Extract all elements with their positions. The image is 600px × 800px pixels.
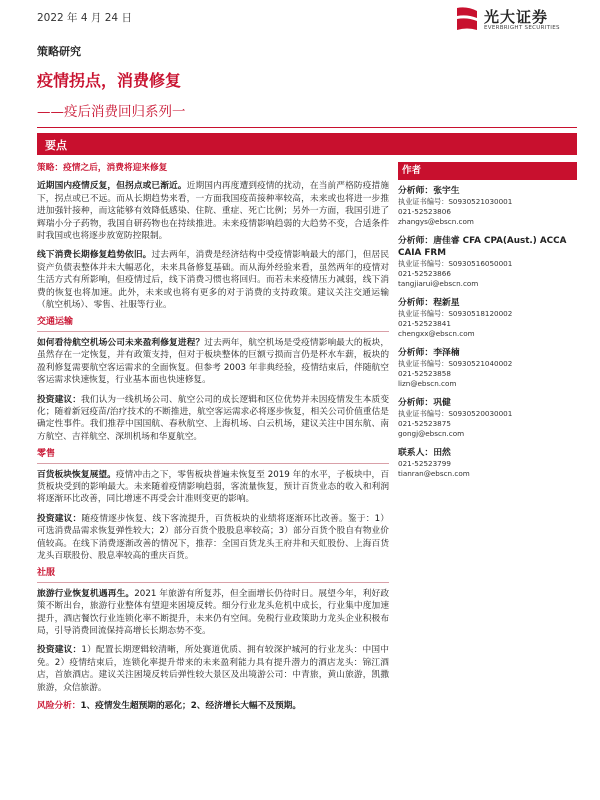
author-phone: 021-52523866 <box>398 269 451 278</box>
document-type: 策略研究 <box>37 45 81 58</box>
author-email[interactable]: chengxx@ebscn.com <box>398 329 475 338</box>
contact-entry <box>398 447 577 479</box>
section-heading-social-services: 社服 <box>37 567 389 582</box>
author-entry <box>398 397 577 439</box>
author-name: 程新星 <box>433 298 460 308</box>
author-email[interactable]: tangjiarui@ebscn.com <box>398 279 479 288</box>
author-name: 李泽楠 <box>433 348 460 358</box>
logo-chinese-name: 光大证券 <box>484 8 549 26</box>
main-content <box>37 162 389 712</box>
contact-role: 联系人： <box>398 448 434 458</box>
paragraph <box>37 513 389 563</box>
author-email[interactable]: zhangys@ebscn.com <box>398 217 474 226</box>
risk-text: 1、疫情发生超预期的恶化；2、经济增长大幅不及预期。 <box>80 701 302 712</box>
strategy-line: 策略：疫情之后，消费将迎来修复 <box>37 163 168 173</box>
author-phone: 021-52523841 <box>398 319 451 328</box>
author-role: 分析师： <box>398 236 434 246</box>
author-role: 分析师： <box>398 186 434 196</box>
author-cert: 执业证书编号：S0930521040002 <box>398 359 513 368</box>
paragraph <box>37 469 389 506</box>
logo-english-name: EVERBRIGHT SECURITIES <box>484 25 560 31</box>
author-sidebar <box>398 162 577 487</box>
paragraph <box>37 180 389 242</box>
summary-bar <box>37 133 577 155</box>
paragraph-text: 随疫情逐步恢复、线下客流提升，百货板块的业绩将逐渐环比改善。鉴于：1）可选消费品需求恢复弹性较大；2）部分百货个股股息率较高；3）部分百货个股自有物业价值较高。在线下消费逐渐改善的情况下，推荐：全国百货龙头王府井和天虹股份、上海百货龙头百联股份、股息率较高的重庆百货。 <box>37 513 389 561</box>
page-title: 疫情拐点，消费修复 <box>37 71 182 90</box>
paragraph-text: 2021 年旅游有所复苏，但全面增长仍待时日。展望今年，利好政策不断出台，旅游行业整体有望迎来困境反转。细分行业龙头危机中成长，行业集中度加速提升，酒店餐饮行业连锁化率不断提升，未来仍有空间。免税行业政策助力龙头企业积极布局，引导消费回流保持高增长长期态势不变。 <box>37 588 390 636</box>
paragraph-text: 我们认为一线机场公司、航空公司的成长逻辑和区位优势并未因疫情发生本质变化；随着新冠疫苗/治疗技术的不断推进，航空客运需求必将逐步恢复，相关公司价值重估是确定性事件。我们推荐中国国航、春秋航空、上海机场、白云机场，建议关注中国东航、南方航空、吉祥航空、深圳机场和华夏航空。 <box>37 394 390 442</box>
author-entry <box>398 235 577 289</box>
author-cert: 执业证书编号：S0930521030001 <box>398 197 513 206</box>
paragraph <box>37 249 389 311</box>
title-divider <box>37 127 577 128</box>
paragraph-lead: 旅游行业恢复机遇再生。 <box>37 588 135 599</box>
author-phone: 021-52523858 <box>398 369 451 378</box>
paragraph <box>37 337 389 387</box>
author-entry <box>398 297 577 339</box>
author-name: 张宇生 <box>433 186 460 196</box>
author-cert: 执业证书编号：S0930520030001 <box>398 409 513 418</box>
author-email[interactable]: lizn@ebscn.com <box>398 379 457 388</box>
paragraph-text: 1）配置长期逻辑较清晰，所处赛道优质、拥有较深护城河的行业龙头：中国中免。2）疫情结束后，连锁化率提升带来的未来盈利能力具有提升潜力的酒店龙头：锦江酒店，首旅酒店。建议关注困境反转后弹性较大景区及出境游公司：中青旅，黄山旅游，凯撒旅游，众信旅游。 <box>37 645 389 693</box>
report-date: 2022 年 4 月 24 日 <box>37 12 132 24</box>
author-entry <box>398 185 577 227</box>
paragraph-lead: 投资建议： <box>37 513 82 524</box>
paragraph-lead: 百货板块恢复展望。 <box>37 469 116 480</box>
paragraph <box>37 588 389 638</box>
paragraph-lead: 近期国内疫情反复，但拐点或已渐近。 <box>37 181 187 192</box>
author-phone: 021-52523806 <box>398 207 451 216</box>
risk-label: 风险分析： <box>37 701 81 712</box>
summary-label: 要点 <box>45 139 67 152</box>
paragraph-text: 过去两年，航空机场是受疫情影响最大的板块，虽然存在一定恢复，并有政策支持，但对于板块整体的巨额亏损而言仍是杯水车薪，板块的盈利修复需要航空客运需求的全面恢复。但参考 2003 年非典经验，疫情结束后，伴随航空客运需求快速恢复，行业基本面也快速修复。 <box>37 337 390 386</box>
paragraph-lead: 线下消费长期修复趋势依旧。 <box>37 250 152 261</box>
risk-analysis <box>37 700 389 712</box>
paragraph-text: 近期国内再度遭到疫情的扰动，在当前严格防疫措施下，拐点或已不远。而从长期趋势来看，一方面我国疫苗接种率较高，未来或也将进一步推进加强针接种，而这能够有效降低感染、住院、重症、死亡比例；另外一方面，我国引进了辉瑞小分子药物，我国自研药物也在持续推进。未来疫情影响趋弱的大趋势不变，合适条件时我国或也将逐步放宽防控限制。 <box>37 181 390 242</box>
author-role: 分析师： <box>398 348 434 358</box>
everbright-logo-icon <box>455 6 479 32</box>
author-section-header: 作者 <box>398 162 577 180</box>
contact-phone: 021-52523799 <box>398 459 451 468</box>
paragraph <box>37 644 389 694</box>
author-phone: 021-52523875 <box>398 419 451 428</box>
author-name: 唐佳睿 CFA CPA(Aust.) ACCA CAIA FRM <box>398 236 567 258</box>
page-subtitle: ——疫后消费回归系列一 <box>37 104 186 120</box>
author-email[interactable]: gongj@ebscn.com <box>398 429 465 438</box>
author-role: 分析师： <box>398 398 434 408</box>
paragraph-text: 过去两年，消费是经济结构中受疫情影响最大的部门，但居民资产负债表整体并未大幅恶化，未来具备修复基础。而从海外经验来看，虽然两年的疫情对生活方式有所影响，但疫情过后，线下消费习惯也将回归。而若未来疫情压力减弱，线下消费的恢复也将加速。此外，未来或也将有更多的对于消费的支持政策。建议关注交通运输（航空机场）、零售、社服等行业。 <box>37 250 390 311</box>
paragraph <box>37 394 389 444</box>
author-role: 分析师： <box>398 298 434 308</box>
contact-name: 田然 <box>433 448 451 458</box>
section-heading-retail: 零售 <box>37 448 389 463</box>
paragraph-lead: 投资建议： <box>37 645 82 656</box>
author-cert: 执业证书编号：S0930516050001 <box>398 259 513 268</box>
broker-logo <box>455 6 575 36</box>
paragraph-lead: 如何看待航空机场公司未来盈利修复进程？ <box>37 337 205 348</box>
paragraph-lead: 投资建议： <box>37 394 82 405</box>
contact-email[interactable]: tianran@ebscn.com <box>398 469 470 478</box>
author-name: 巩健 <box>433 398 451 408</box>
paragraph-text: 疫情冲击之下，零售板块普遍未恢复至 2019 年的水平，子板块中，百货板块受到的影响最大。未来随着疫情影响趋弱，客流量恢复，预计百货业态的收入和利润将逐渐环比改善，同比增速不再受会计准则变更的影响。 <box>37 469 390 505</box>
section-heading-transport: 交通运输 <box>37 316 389 331</box>
author-cert: 执业证书编号：S0930518120002 <box>398 309 513 318</box>
author-entry <box>398 347 577 389</box>
